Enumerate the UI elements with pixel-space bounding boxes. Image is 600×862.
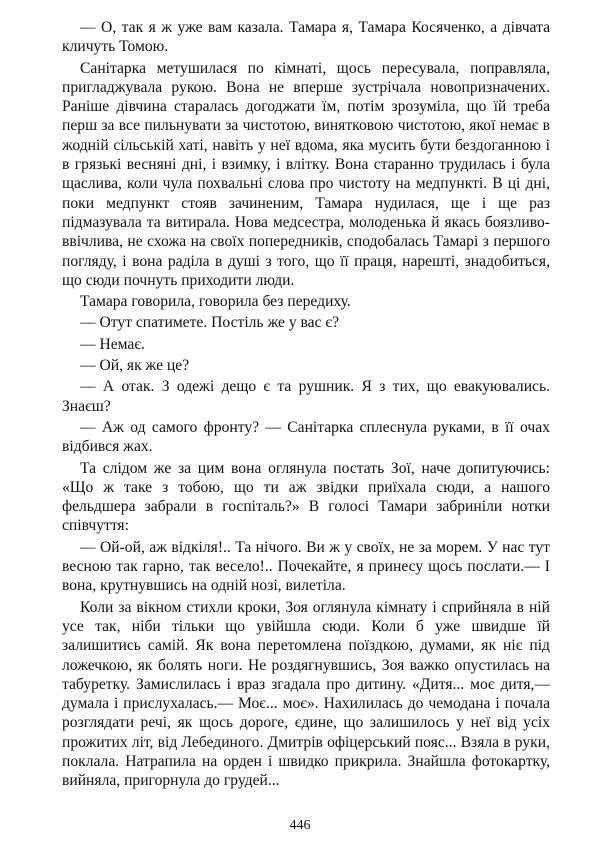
page-body [62,18,550,793]
paragraph: — Ой, як же це? [80,357,190,375]
paragraph: Коли за вікном стихли кроки, Зоя оглянула кімнату і сприйняла в ній усе так, ніби тільки що увійшла сюди. Коли б уже швидше їй залишитись самій. Як вона перетомлена поїздкою, думами, як ніє під ложечкою, як болять ноги. Не роздягнувшись, Зоя важко опустилась на табуретку. Замислилась і враз згадала про дитину. «Дитя... моє дитя,— думала і прислухалась.— Моє... моє». Нахилилась до чемодана і почала розглядати речі, як щось дороге, єдине, що залишилось у неї від усіх прожитих літ, від Лебединого. Дмитрів офіцерський пояс... Взяла в руки, поклала. Натрапила на орден і швидко прикрила. Знайшла фотокартку, вийняла, пригорнула до грудей... [62,598,550,790]
paragraph: — Немає. [80,335,145,353]
paragraph: — О, так я ж уже вам казала. Тамара я, Тамара Косяченко, а дівчата кличуть Томою. [62,19,550,56]
paragraph: Тамара говорила, говорила без передиху. [80,293,351,311]
paragraph: Та слідом же за цим вона оглянула постать Зої, наче допитуючись: «Що ж таке з тобою, що ти аж звідки приїхала сюди, а нашого фельдшера забрали в госпіталь?» В голосі Тамари забриніли нотки співчуття: [62,459,550,535]
paragraph: — Ой-ой, аж відкіля!.. Та нічого. Ви ж у своїх, не за морем. У нас тут весною так гарно, так весело!.. Почекайте, я принесу щось послати.— І вона, крутнувшись на одній нозі, вилетіла. [62,538,550,595]
paragraph: — Отут спатимете. Постіль же у вас є? [80,314,340,332]
paragraph: Санітарка метушилася по кімнаті, щось пересувала, поправляла, пригладжувала рукою. Вона не вперше зустрічала новопризначених. Раніше дівчина старалась догоджати їм, потім зрозуміла, що їй треба перш за все пильнувати за чистотою, винятковою чистотою, якої немає в жодній сільській хаті, навіть у неї вдома, яка мусить бути бездоганною і в грязькі весняні дні, і взимку, і влітку. Вона старанно трудилась і була щаслива, коли чула похвальні слова про чистоту на медпункті. В ці дні, поки медпункт стояв зачиненим, Тамара нудилася, ще і ще раз підмазувала та витирала. Нова медсестра, молоденька й якась боязливо-ввічлива, не схожа на своїх попередників, сподобалась Тамарі з першого погляду, і вона раділа в душі з того, що її праця, нарешті, знадобиться, що сюди почнуть приходити люди. [62,59,550,289]
page-number: 446 [289,818,311,833]
paragraph: — А отак. З одежі дещо є та рушник. Я з тих, що евакуювались. Знаєш? [62,378,550,415]
paragraph: — Аж од самого фронту? — Санітарка сплеснула руками, в її очах відбився жах. [62,418,550,456]
